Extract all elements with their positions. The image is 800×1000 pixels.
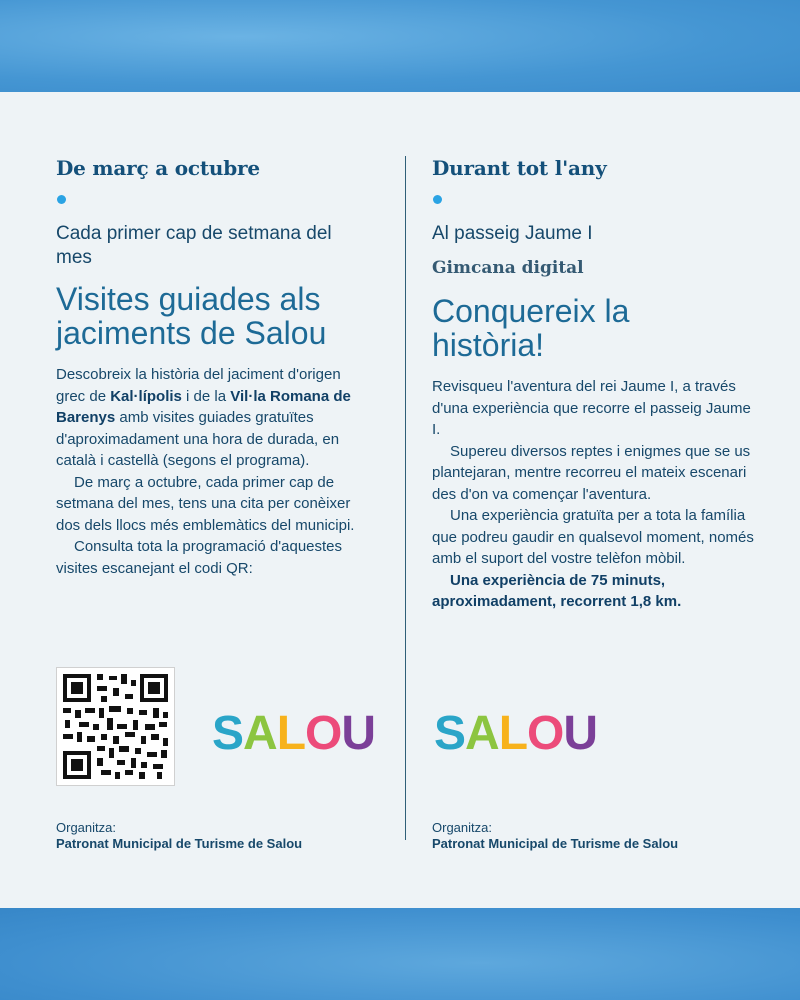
bold-run: Kal·lípolis xyxy=(110,387,182,405)
qr-code-image[interactable] xyxy=(56,667,175,786)
right-paragraph-4 xyxy=(432,570,762,613)
top-background-band xyxy=(0,0,800,92)
leaflet-panel xyxy=(0,92,800,908)
left-paragraph-1 xyxy=(56,364,374,472)
qr-code-graphic xyxy=(57,668,174,785)
left-title: Visites guiades als jaciments de Salou xyxy=(56,281,327,351)
salou-logo: SALOU xyxy=(434,707,598,760)
left-paragraph-2: De març a octubre, cada primer cap de setmana del mes, tens una cita per conèixer dos dels llocs més emblemàtics del municipi. xyxy=(56,473,355,534)
bullet-dot xyxy=(57,195,66,204)
right-body xyxy=(432,376,762,613)
bold-run: Una experiència de 75 minuts, aproximadament, recorrent 1,8 km. xyxy=(432,571,682,610)
left-paragraph-3: Consulta tota la programació d'aquestes visites escanejant el codi QR: xyxy=(56,538,343,577)
column-divider xyxy=(405,156,406,840)
right-paragraph-2: Supereu diversos reptes i enigmes que se us plantejaran, mentre recorreu el mateix escenari des d'on va començar l'aventura. xyxy=(432,442,751,503)
left-kicker: De març a octubre xyxy=(56,156,260,180)
right-title: Conquereix la història! xyxy=(432,293,630,363)
text-run: i de la xyxy=(181,387,231,405)
right-subtitle: Al passeig Jaume I xyxy=(432,223,593,244)
bold-run: Vil·la Romana de Barenys xyxy=(56,387,351,426)
text-run: amb visites guiades gratuïtes d'aproximadament una hora de durada, en català i castellà (segons el programa). xyxy=(56,409,340,469)
right-paragraph-3: Una experiència gratuïta per a tota la família que podreu gaudir en qualsevol moment, només amb el suport del vostre telèfon mòbil. xyxy=(432,507,754,567)
bottom-background-band xyxy=(0,908,800,1000)
right-serif-subtitle: Gimcana digital xyxy=(432,258,584,278)
left-body xyxy=(56,364,374,579)
text-run: Descobreix la història del jaciment d'origen grec de xyxy=(56,366,341,405)
right-kicker: Durant tot l'any xyxy=(432,156,607,180)
organizer-label: Organitza: xyxy=(432,820,492,835)
left-subtitle: Cada primer cap de setmana del mes xyxy=(56,223,332,268)
organizer-name: Patronat Municipal de Turisme de Salou xyxy=(432,836,679,851)
salou-logo: SALOU xyxy=(212,707,376,760)
bullet-dot xyxy=(433,195,442,204)
organizer-label: Organitza: xyxy=(56,820,116,835)
organizer-name: Patronat Municipal de Turisme de Salou xyxy=(56,836,303,851)
right-paragraph-1: Revisqueu l'aventura del rei Jaume I, a través d'una experiència que recorre el passeig Jaume I. xyxy=(432,378,751,438)
